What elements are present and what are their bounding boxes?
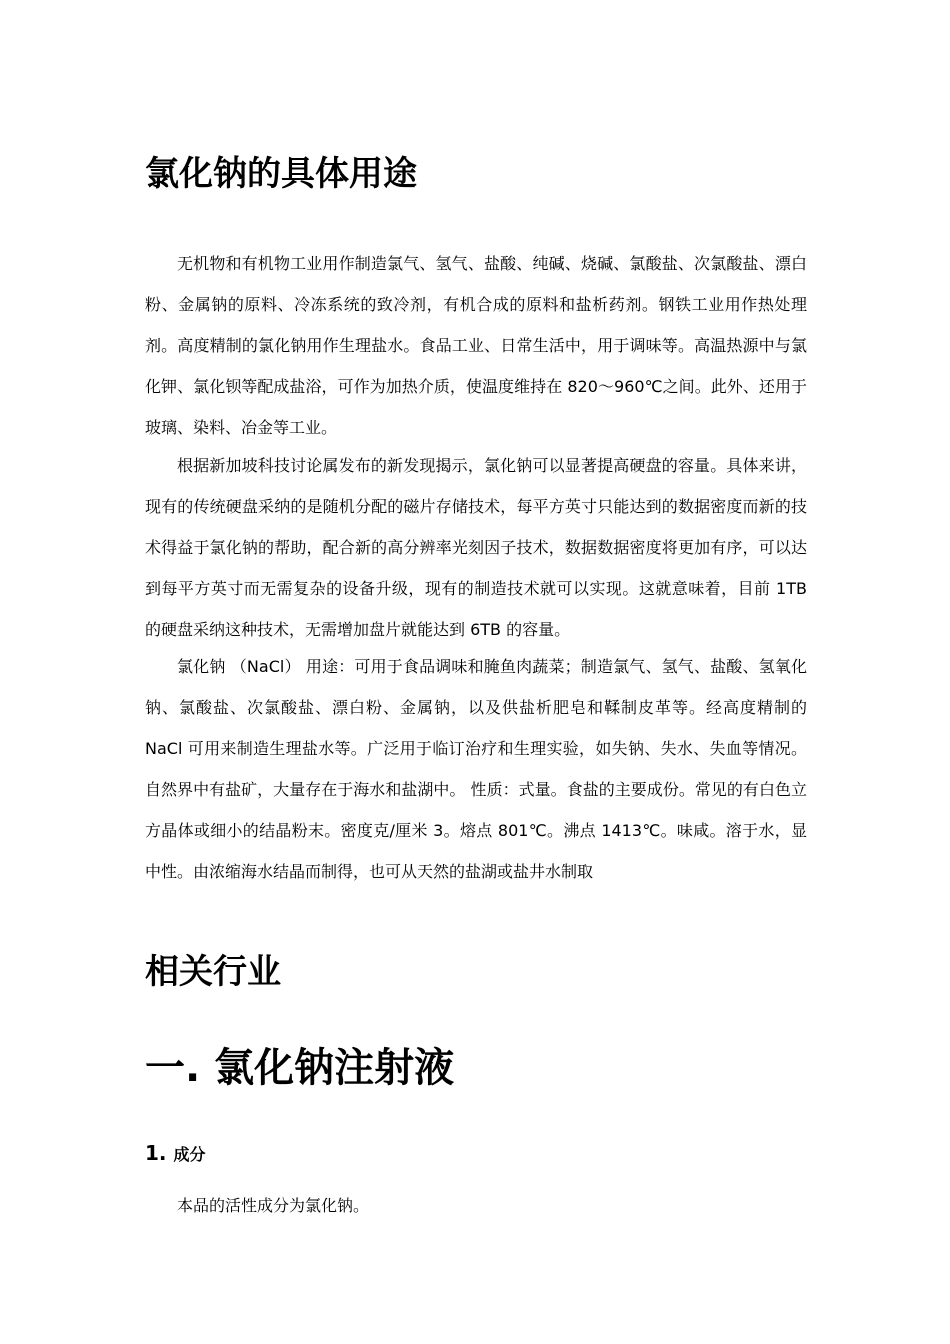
item-title: 成分 bbox=[173, 1145, 206, 1164]
item-heading bbox=[145, 1140, 206, 1168]
subsection-title: 一. 氯化钠注射液 bbox=[145, 1045, 455, 1091]
item-text: 本品的活性成分为氯化钠。 bbox=[177, 1196, 370, 1215]
paragraph-uses: 无机物和有机物工业用作制造氯气、氢气、盐酸、纯碱、烧碱、氯酸盐、次氯酸盐、漂白粉、金属钠的原料、冷冻系统的致冷剂，有机合成的原料和盐析药剂。钢铁工业用作热处理剂。高度精制的氯化钠用作生理盐水。食品工业、日常生活中，用于调味等。高温热源中与氯化钾、氯化钡等配成盐浴，可作为加热介质，使温度维持在 820～960℃之间。此外、还用于玻璃、染料、冶金等工业。 bbox=[145, 254, 807, 437]
section-title: 相关行业 bbox=[145, 952, 281, 992]
document-title: 氯化钠的具体用途 bbox=[145, 154, 417, 194]
paragraph-hard-disk: 根据新加坡科技讨论属发布的新发现揭示，氯化钠可以显著提高硬盘的容量。具体来讲，现有的传统硬盘采纳的是随机分配的磁片存储技术，每平方英寸只能达到的数据密度而新的技术得益于氯化钠的帮助，配合新的高分辨率光刻因子技术，数据数据密度将更加有序，可以达到每平方英寸而无需复杂的设备升级，现有的制造技术就可以实现。这就意味着，目前 1TB 的硬盘采纳这种技术，无需增加盘片就能达到 6TB 的容量。 bbox=[145, 456, 807, 639]
item-number: 1. bbox=[145, 1141, 167, 1165]
paragraph-nacl-properties: 氯化钠 （NaCl） 用途：可用于食品调味和腌鱼肉蔬菜；制造氯气、氢气、盐酸、氢氧化钠、氯酸盐、次氯酸盐、漂白粉、金属钠，以及供盐析肥皂和鞣制皮革等。经高度精制的 NaCl 可用来制造生理盐水等。广泛用于临订治疗和生理实验，如失钠、失水、失血等情况。自然界中有盐矿，大量存在于海水和盐湖中。 性质：式量。食盐的主要成份。常见的有白色立方晶体或细小的结晶粉末。密度克/厘米 3。熔点 801℃。沸点 1413℃。味咸。溶于水，显中性。由浓缩海水结晶而制得，也可从天然的盐湖或盐井水制取 bbox=[145, 657, 807, 881]
